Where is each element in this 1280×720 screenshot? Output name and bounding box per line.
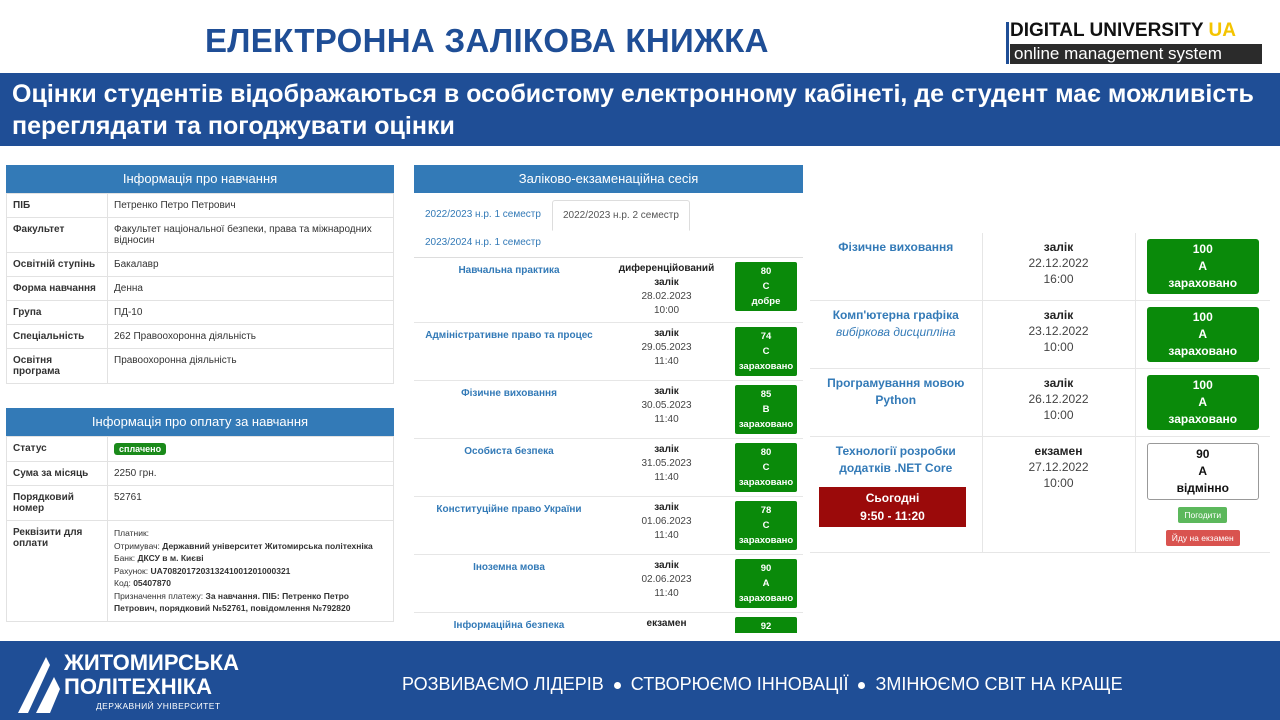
status-badge: сплачено [114, 443, 166, 455]
subject-name[interactable]: Конституційне право України [414, 497, 604, 555]
grade-cell [729, 323, 803, 381]
logo-line1: ЖИТОМИРСЬКА [64, 650, 239, 675]
control-cell [604, 613, 729, 634]
table-row [7, 486, 394, 521]
zoomed-grades-table [810, 233, 1270, 553]
grade-score: 85 [760, 389, 772, 400]
today-badge [819, 487, 966, 527]
info-value: Бакалавр [108, 253, 394, 277]
info-value: Факультет національної безпеки, права та міжнародних відносин [108, 218, 394, 253]
grade-score: 78 [760, 505, 772, 516]
info-value: Денна [108, 277, 394, 301]
info-key: Спеціальність [7, 325, 108, 349]
grade-cell [729, 613, 803, 634]
grade-letter: B [762, 404, 770, 415]
control-time: 11:40 [654, 472, 679, 483]
info-value: Петренко Петро Петрович [108, 194, 394, 218]
control-cell [604, 555, 729, 613]
control-date: 22.12.2022 [1028, 256, 1089, 270]
grade-letter: A [1198, 395, 1208, 409]
grade-cell [729, 258, 803, 323]
grade-score: 100 [1192, 242, 1213, 256]
session-panel [414, 165, 803, 633]
study-info-panel [6, 165, 394, 384]
grade-word: зараховано [738, 535, 794, 546]
grade-score: 100 [1192, 378, 1213, 392]
grade-letter: C [762, 281, 770, 292]
slide-title: ЕЛЕКТРОННА ЗАЛІКОВА КНИЖКА [205, 22, 769, 59]
tab-semester-2022-1[interactable]: 2022/2023 н.р. 1 семестр [425, 209, 541, 220]
table-row [7, 349, 394, 384]
digital-university-logo [1010, 20, 1262, 64]
grade-word: зараховано [1168, 276, 1238, 290]
control-date: 31.05.2023 [641, 458, 692, 469]
subject-name[interactable]: Адміністративне право та процес [414, 323, 604, 381]
control-time: 11:40 [654, 414, 679, 425]
control-cell [604, 323, 729, 381]
control-type: залік [654, 502, 679, 513]
number-value: 52761 [108, 486, 394, 521]
req-code: 05407870 [133, 578, 172, 588]
session-header: Заліково-екзаменаційна сесія [414, 165, 803, 193]
grade-word: зараховано [1168, 344, 1238, 358]
grade-cell [1135, 233, 1270, 301]
subject-name[interactable]: Програмування мовою Python [827, 376, 965, 407]
logo-line3: ДЕРЖАВНИЙ УНІВЕРСИТЕТ [96, 701, 221, 711]
grade-letter: C [762, 346, 770, 357]
subject-name[interactable]: Навчальна практика [414, 258, 604, 323]
today-time: 9:50 - 11:20 [860, 509, 925, 523]
req-account-label: Рахунок: [114, 565, 151, 576]
control-type: залік [1043, 376, 1074, 390]
table-row [414, 323, 803, 381]
table-row [7, 521, 394, 622]
table-row [414, 439, 803, 497]
table-row [414, 555, 803, 613]
table-row [7, 277, 394, 301]
sum-label: Сума за місяць [7, 462, 108, 486]
grade-score: 100 [1192, 310, 1213, 324]
today-label: Сьогодні [865, 491, 920, 505]
control-type: залік [654, 560, 679, 571]
control-type: залік [654, 386, 679, 397]
table-row [7, 462, 394, 486]
subject-name[interactable]: Фізичне виховання [414, 381, 604, 439]
table-row [414, 258, 803, 323]
control-date: 28.02.2023 [641, 291, 692, 302]
motto-2: СТВОРЮЄМО ІННОВАЦІЇ [630, 674, 849, 694]
req-recipient: Державний університет Житомирська політехніка [162, 540, 373, 551]
control-time: 16:00 [1043, 272, 1074, 286]
grade-score: 90 [760, 563, 772, 574]
control-cell [604, 258, 729, 323]
table-row [414, 613, 803, 634]
bullet-icon [614, 682, 621, 689]
grade-pending [1147, 443, 1259, 500]
table-row [7, 218, 394, 253]
grade-word: зараховано [1168, 412, 1238, 426]
grade-badge [735, 443, 797, 492]
control-time: 10:00 [1043, 408, 1074, 422]
control-type: диференційований залік [618, 263, 715, 288]
control-date: 27.12.2022 [1028, 460, 1089, 474]
grade-cell [1135, 301, 1270, 369]
control-type: залік [654, 444, 679, 455]
control-date: 02.06.2023 [641, 574, 692, 585]
table-row [810, 437, 1270, 553]
polytechnic-emblem-icon [16, 651, 62, 715]
payment-info-panel [6, 408, 394, 622]
info-key: Освітній ступінь [7, 253, 108, 277]
session-table [414, 258, 803, 633]
grade-badge [1147, 239, 1259, 294]
subject-note: вибіркова дисципліна [835, 325, 956, 339]
grade-badge [735, 385, 797, 434]
motto-3: ЗМІНЮЄМО СВІТ НА КРАЩЕ [875, 674, 1123, 694]
req-code-label: Код: [114, 578, 134, 588]
grade-badge [735, 327, 797, 376]
table-row [810, 301, 1270, 369]
control-type: залік [654, 328, 679, 339]
grade-letter: A [1198, 464, 1208, 478]
control-type: залік [1043, 240, 1074, 254]
requisites-value [108, 521, 394, 622]
grade-word: добре [751, 296, 781, 307]
control-type: екзамен [1034, 444, 1083, 458]
control-time: 11:40 [654, 356, 679, 367]
logo-line2: ПОЛІТЕХНІКА [64, 674, 213, 699]
grade-letter: C [762, 462, 770, 473]
req-recipient-label: Отримувач: [114, 540, 163, 551]
control-cell [604, 497, 729, 555]
table-row [7, 325, 394, 349]
info-key: Група [7, 301, 108, 325]
info-key: Факультет [7, 218, 108, 253]
grade-word: зараховано [738, 361, 794, 372]
grade-cell [1135, 369, 1270, 437]
subject-name[interactable]: Іноземна мова [414, 555, 604, 613]
info-key: Освітня програма [7, 349, 108, 384]
grade-score: 90 [1196, 447, 1210, 461]
req-bank-label: Банк: [114, 553, 138, 563]
requisites-label: Реквізити для оплати [7, 521, 108, 622]
control-cell [604, 381, 729, 439]
grade-score: 74 [760, 331, 772, 342]
grade-score: 92 [760, 621, 772, 632]
footer [0, 641, 1280, 720]
table-row [810, 369, 1270, 437]
motto-1: РОЗВИВАЄМО ЛІДЕРІВ [402, 674, 604, 694]
status-label: Статус [7, 437, 108, 462]
req-purpose: За навчання. ПІБ: Петренко Петро Петрович, порядковий №52761, повідомлення №792820 [114, 590, 351, 613]
subject-name[interactable]: Інформаційна безпека [414, 613, 604, 634]
control-time: 10:00 [653, 305, 680, 316]
grade-cell [729, 381, 803, 439]
grade-cell [729, 555, 803, 613]
info-key: Форма навчання [7, 277, 108, 301]
table-row [414, 381, 803, 439]
subject-name[interactable]: Особиста безпека [414, 439, 604, 497]
logo-bar [1006, 22, 1009, 64]
grade-badge [735, 559, 797, 608]
control-type: залік [1043, 308, 1074, 322]
subject-name[interactable]: Комп'ютерна графіка [832, 308, 959, 322]
logo-top-text [1010, 20, 1262, 42]
grade-score: 80 [760, 266, 772, 277]
control-time: 11:40 [654, 588, 679, 599]
control-cell [982, 301, 1135, 369]
subject-cell [810, 369, 982, 437]
control-cell [982, 233, 1135, 301]
control-time: 10:00 [1043, 340, 1074, 354]
grade-word: зараховано [738, 593, 794, 604]
grade-badge [735, 501, 797, 550]
table-row [7, 194, 394, 218]
control-date: 01.06.2023 [641, 516, 692, 527]
control-time: 10:00 [1043, 476, 1074, 490]
req-account: UA708201720313241001201000321 [150, 565, 291, 576]
grade-cell [729, 439, 803, 497]
grade-badge [1147, 307, 1259, 362]
control-date: 30.05.2023 [641, 400, 692, 411]
subject-name[interactable]: Технології розробки додатків .NET Core [835, 444, 956, 475]
logo-top-accent: UA [1208, 20, 1236, 41]
number-label: Порядковий номер [7, 486, 108, 521]
payment-info-table [6, 436, 394, 622]
go-to-exam-button[interactable]: Йду на екзамен [1166, 530, 1240, 546]
subject-cell [810, 233, 982, 301]
zoomed-grades-panel [810, 233, 1270, 553]
tab-semester-2023-1[interactable]: 2023/2024 н.р. 1 семестр [425, 237, 541, 248]
table-row [810, 233, 1270, 301]
grade-word: зараховано [738, 477, 794, 488]
banner: Оцінки студентів відображаються в особистому електронному кабінеті, де студент має можливість переглядати та погоджувати оцінки [0, 73, 1280, 146]
grade-badge [735, 617, 797, 633]
info-value: 262 Правоохоронна діяльність [108, 325, 394, 349]
grade-badge [1147, 375, 1259, 430]
logo-top-main: DIGITAL UNIVERSITY [1010, 20, 1209, 41]
logo-bottom-text: online management system [1010, 44, 1262, 64]
control-time: 11:40 [654, 530, 679, 541]
info-value: ПД-10 [108, 301, 394, 325]
motto [402, 674, 1123, 695]
sum-value: 2250 грн. [108, 462, 394, 486]
control-date: 23.12.2022 [1028, 324, 1089, 338]
control-type: екзамен [646, 618, 687, 629]
study-info-table [6, 193, 394, 384]
grade-letter: C [762, 520, 770, 531]
table-row [7, 437, 394, 462]
subject-name[interactable]: Фізичне виховання [838, 240, 954, 254]
table-row [414, 497, 803, 555]
info-value: Правоохоронна діяльність [108, 349, 394, 384]
grade-badge [735, 262, 797, 311]
grade-letter: A [762, 578, 770, 589]
control-date: 26.12.2022 [1028, 392, 1089, 406]
info-key: ПІБ [7, 194, 108, 218]
subject-cell [810, 301, 982, 369]
grade-word: відмінно [1176, 481, 1229, 495]
req-payer: Платник: [114, 528, 150, 538]
tab-semester-2022-2[interactable]: 2022/2023 н.р. 2 семестр [552, 200, 690, 231]
agree-button[interactable]: Погодити [1178, 507, 1227, 523]
semester-tabs [414, 193, 803, 258]
zhytomyr-polytechnic-logo [16, 650, 239, 715]
control-cell [982, 369, 1135, 437]
payment-info-header: Інформація про оплату за навчання [6, 408, 394, 436]
grade-score: 80 [760, 447, 772, 458]
req-bank: ДКСУ в м. Києві [137, 553, 204, 563]
control-date: 29.05.2023 [641, 342, 692, 353]
req-purpose-label: Призначення платежу: [114, 590, 206, 601]
control-cell [604, 439, 729, 497]
table-row [7, 253, 394, 277]
grade-letter: A [1198, 259, 1208, 273]
grade-word: зараховано [738, 419, 794, 430]
grade-letter: A [1198, 327, 1208, 341]
study-info-header: Інформація про навчання [6, 165, 394, 193]
table-row [7, 301, 394, 325]
bullet-icon [858, 682, 865, 689]
grade-cell [729, 497, 803, 555]
